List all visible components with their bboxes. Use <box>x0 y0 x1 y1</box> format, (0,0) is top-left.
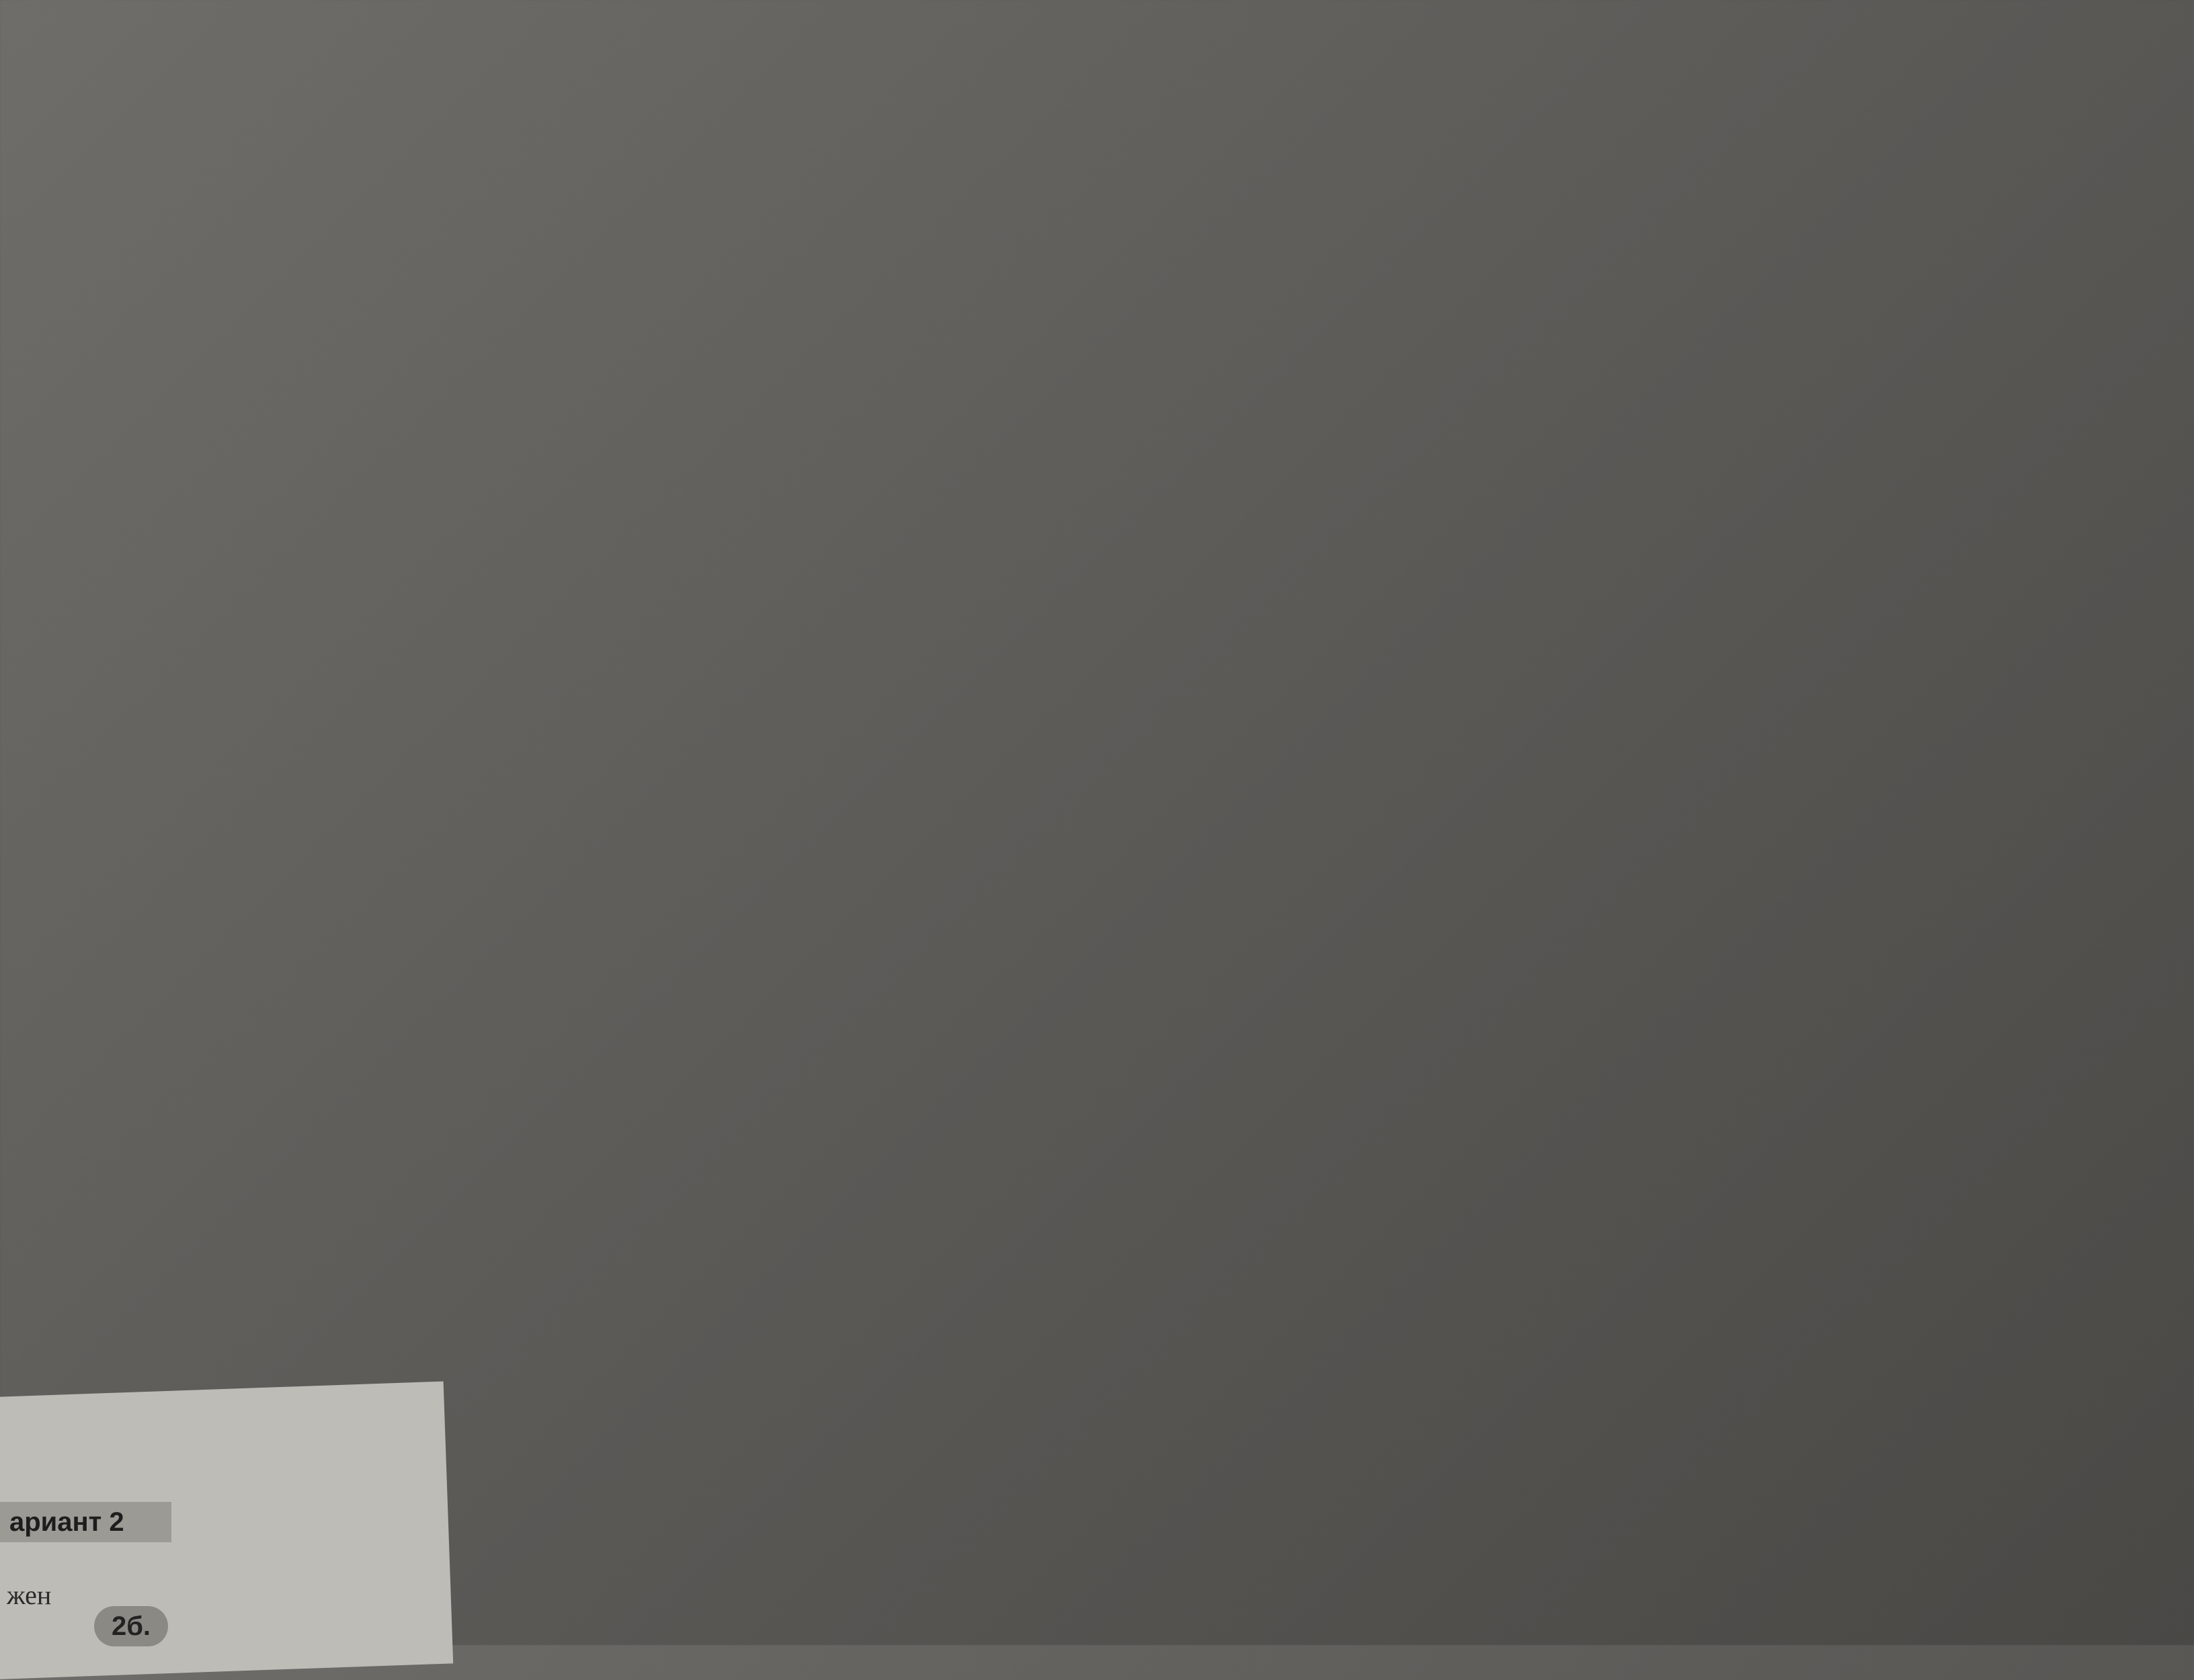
back-page-text: жен <box>7 1580 52 1610</box>
back-page-variant-tab: ариант 2 <box>0 1502 171 1542</box>
back-page-score-badge: 2б. <box>94 1606 168 1646</box>
